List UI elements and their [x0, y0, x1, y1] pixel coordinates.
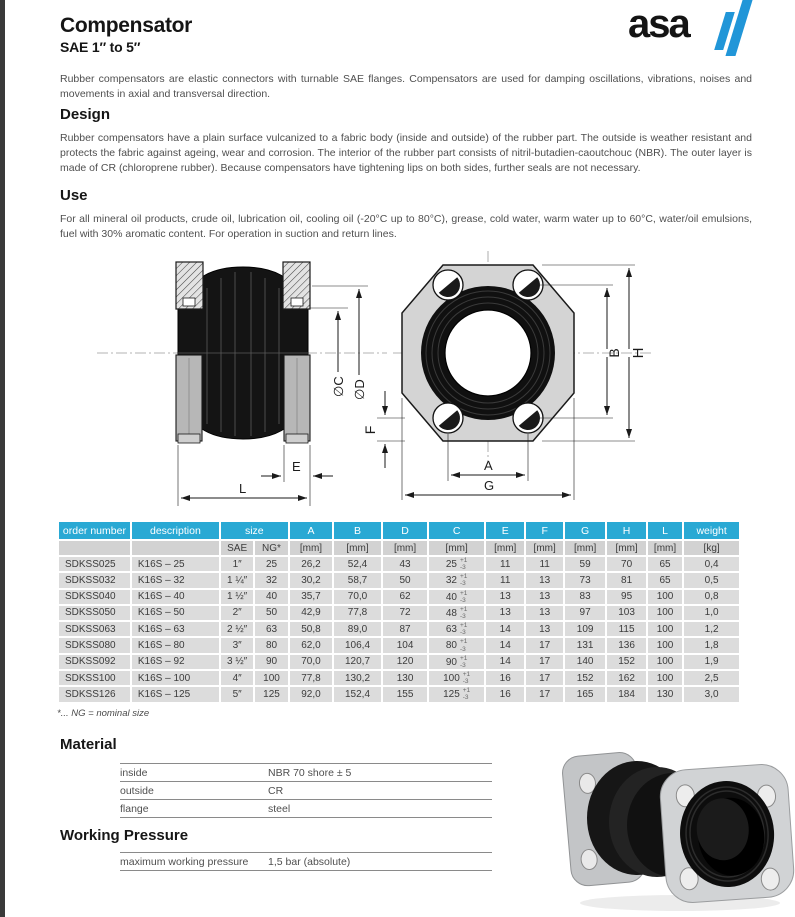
drawing-side-view — [97, 262, 387, 506]
unit-header — [132, 541, 219, 555]
table-cell: 97 — [565, 606, 605, 620]
column-header: weight — [684, 522, 739, 539]
table-cell: 40 +1 -3 — [429, 590, 484, 604]
table-cell: 90 — [255, 655, 287, 669]
table-cell: 14 — [486, 655, 524, 669]
brand-logo — [628, 0, 758, 60]
table-cell: 17 — [526, 687, 562, 701]
table-cell: 13 — [486, 606, 524, 620]
column-header: E — [486, 522, 524, 539]
dim-label-b: B — [606, 348, 622, 358]
unit-header: NG* — [255, 541, 287, 555]
unit-header: [mm] — [565, 541, 605, 555]
drawing-front-view — [362, 251, 652, 500]
column-header: A — [290, 522, 333, 539]
table-cell: K16S – 125 — [132, 687, 219, 701]
table-cell: 65 — [648, 573, 682, 587]
table-cell: 131 — [565, 638, 605, 652]
table-cell: 30,2 — [290, 573, 333, 587]
table-row — [59, 622, 739, 636]
table-cell: 77,8 — [290, 671, 333, 685]
material-value: NBR 70 shore ± 5 — [268, 766, 352, 779]
material-label: outside — [120, 784, 154, 797]
table-cell: 1 ¼″ — [221, 573, 253, 587]
table-cell: 43 — [383, 557, 428, 571]
table-cell: 5″ — [221, 687, 253, 701]
table-cell: 17 — [526, 671, 562, 685]
table-cell: 32 +1 -3 — [429, 573, 484, 587]
table-cell: 77,8 — [334, 606, 381, 620]
table-cell: K16S – 40 — [132, 590, 219, 604]
table-cell: 3 ½″ — [221, 655, 253, 669]
table-cell: 140 — [565, 655, 605, 669]
column-header: C — [429, 522, 484, 539]
table-cell: K16S – 25 — [132, 557, 219, 571]
working-pressure-table — [120, 852, 492, 871]
title-block — [60, 14, 192, 55]
unit-header: [mm] — [334, 541, 381, 555]
table-cell: 136 — [607, 638, 645, 652]
dim-label-c: ∅C — [331, 376, 346, 397]
table-cell: 109 — [565, 622, 605, 636]
table-cell: 70 — [607, 557, 645, 571]
material-row — [120, 764, 492, 782]
unit-header: [mm] — [526, 541, 562, 555]
table-cell: SDKSS126 — [59, 687, 130, 701]
table-cell: 42,9 — [290, 606, 333, 620]
design-heading: Design — [60, 106, 111, 123]
column-header: D — [383, 522, 428, 539]
table-cell: 2″ — [221, 606, 253, 620]
working-pressure-value: 1,5 bar (absolute) — [268, 855, 351, 868]
column-header: G — [565, 522, 605, 539]
table-cell: 13 — [526, 622, 562, 636]
table-cell: 13 — [526, 606, 562, 620]
table-cell: 1,2 — [684, 622, 739, 636]
table-cell: 32 — [255, 573, 287, 587]
table-cell: 100 — [648, 671, 682, 685]
unit-header: [mm] — [429, 541, 484, 555]
table-cell: 162 — [607, 671, 645, 685]
table-cell: 165 — [565, 687, 605, 701]
table-cell: 59 — [565, 557, 605, 571]
table-cell: 25 +1 -3 — [429, 557, 484, 571]
column-header: order number — [59, 522, 130, 539]
table-cell: 100 — [648, 622, 682, 636]
table-cell: 70,0 — [290, 655, 333, 669]
table-body — [59, 557, 739, 702]
table-cell: 80 — [255, 638, 287, 652]
dim-label-h: H — [630, 347, 647, 359]
product-photo — [545, 738, 795, 916]
table-cell: K16S – 80 — [132, 638, 219, 652]
table-cell: 11 — [526, 557, 562, 571]
unit-header: SAE — [221, 541, 253, 555]
table-cell: 120,7 — [334, 655, 381, 669]
table-cell: 83 — [565, 590, 605, 604]
material-value: CR — [268, 784, 284, 797]
table-cell: 89,0 — [334, 622, 381, 636]
dim-label-f: F — [362, 425, 378, 435]
table-cell: 152 — [607, 655, 645, 669]
technical-drawing — [55, 248, 675, 516]
dim-label-d: ∅D — [352, 379, 367, 400]
material-table — [120, 763, 492, 818]
table-cell: 70,0 — [334, 590, 381, 604]
working-pressure-heading: Working Pressure — [60, 827, 189, 844]
table-cell: 1,0 — [684, 606, 739, 620]
photo-front-flange — [659, 763, 795, 905]
table-cell: SDKSS080 — [59, 638, 130, 652]
unit-header: [mm] — [383, 541, 428, 555]
column-header: description — [132, 522, 219, 539]
intro-text: Rubber compensators are elastic connectors with turnable SAE flanges. Compensators are used for damping oscillations, vibrations, noises and movements in axial and transversal direction. — [60, 73, 752, 100]
table-cell: 3,0 — [684, 687, 739, 701]
spec-table — [57, 520, 741, 704]
table-cell: 80 +1 -3 — [429, 638, 484, 652]
table-cell: K16S – 32 — [132, 573, 219, 587]
table-row — [59, 671, 739, 685]
table-cell: SDKSS063 — [59, 622, 130, 636]
dim-label-a: A — [484, 458, 493, 473]
table-cell: 103 — [607, 606, 645, 620]
table-cell: 26,2 — [290, 557, 333, 571]
table-cell: K16S – 50 — [132, 606, 219, 620]
table-cell: SDKSS092 — [59, 655, 130, 669]
table-cell: 155 — [383, 687, 428, 701]
table-cell: SDKSS100 — [59, 671, 130, 685]
table-cell: 104 — [383, 638, 428, 652]
table-row — [59, 573, 739, 587]
material-label: flange — [120, 802, 149, 815]
table-header-row — [59, 522, 739, 539]
column-header: size — [221, 522, 288, 539]
table-cell: 73 — [565, 573, 605, 587]
table-row — [59, 687, 739, 701]
table-units-row — [59, 541, 739, 555]
table-cell: 1,8 — [684, 638, 739, 652]
table-cell: 152 — [565, 671, 605, 685]
working-pressure-label: maximum working pressure — [120, 855, 249, 868]
table-cell: 11 — [486, 557, 524, 571]
table-cell: K16S – 100 — [132, 671, 219, 685]
use-text: For all mineral oil products, crude oil, lubrication oil, cooling oil (-20°C up to 80°C), grease, cold water, warm water up to 60°C, water/oil emulsions, fuel with 30% aromatic content. For operation in suction and return lines. — [60, 213, 752, 240]
material-row — [120, 782, 492, 800]
table-cell: 100 — [648, 606, 682, 620]
table-cell: 63 +1 -3 — [429, 622, 484, 636]
unit-header: [mm] — [290, 541, 333, 555]
table-cell: 50,8 — [290, 622, 333, 636]
table-cell: 90 +1 -3 — [429, 655, 484, 669]
table-cell: 35,7 — [290, 590, 333, 604]
table-cell: 125 — [255, 687, 287, 701]
table-cell: 58,7 — [334, 573, 381, 587]
table-cell: 65 — [648, 557, 682, 571]
column-header: H — [607, 522, 645, 539]
table-cell: 17 — [526, 638, 562, 652]
table-cell: 87 — [383, 622, 428, 636]
table-cell: 50 — [383, 573, 428, 587]
page-subtitle: SAE 1″ to 5″ — [60, 39, 141, 55]
table-cell: 125 +1 -3 — [429, 687, 484, 701]
unit-header: [mm] — [648, 541, 682, 555]
table-cell: 72 — [383, 606, 428, 620]
table-cell: K16S – 63 — [132, 622, 219, 636]
table-cell: SDKSS025 — [59, 557, 130, 571]
working-pressure-row — [120, 853, 492, 871]
table-cell: 40 — [255, 590, 287, 604]
use-heading: Use — [60, 187, 88, 204]
table-cell: 1″ — [221, 557, 253, 571]
table-cell: 106,4 — [334, 638, 381, 652]
dim-label-g: G — [484, 478, 495, 493]
table-cell: 120 — [383, 655, 428, 669]
table-cell: 11 — [486, 573, 524, 587]
table-cell: 1,9 — [684, 655, 739, 669]
table-cell: 152,4 — [334, 687, 381, 701]
table-cell: 100 +1 -3 — [429, 671, 484, 685]
column-header: F — [526, 522, 562, 539]
table-row — [59, 590, 739, 604]
table-cell: 62 — [383, 590, 428, 604]
table-footnote: *... NG = nominal size — [57, 708, 150, 719]
table-cell: 0,5 — [684, 573, 739, 587]
unit-header: [kg] — [684, 541, 739, 555]
table-cell: 16 — [486, 671, 524, 685]
logo-text: asa — [628, 2, 689, 46]
table-row — [59, 638, 739, 652]
table-cell: 14 — [486, 622, 524, 636]
unit-header: [mm] — [486, 541, 524, 555]
page-title: Compensator — [60, 14, 193, 37]
table-cell: 14 — [486, 638, 524, 652]
material-value: steel — [268, 802, 291, 815]
unit-header — [59, 541, 130, 555]
table-cell: 13 — [526, 590, 562, 604]
column-header: L — [648, 522, 682, 539]
table-cell: SDKSS050 — [59, 606, 130, 620]
table-cell: 63 — [255, 622, 287, 636]
column-header: B — [334, 522, 381, 539]
table-cell: 16 — [486, 687, 524, 701]
table-row — [59, 606, 739, 620]
table-cell: 100 — [648, 590, 682, 604]
table-row — [59, 557, 739, 571]
table-cell: 184 — [607, 687, 645, 701]
table-cell: 17 — [526, 655, 562, 669]
table-cell: 130 — [648, 687, 682, 701]
table-cell: 130,2 — [334, 671, 381, 685]
table-cell: 3″ — [221, 638, 253, 652]
table-cell: 100 — [648, 655, 682, 669]
design-text: Rubber compensators have a plain surface vulcanized to a fabric body (inside and outside) of the rubber part. The outside is weather resistant and protects the fabric against ageing, wear and corrosion. The interior of the rubber part consists of nitril-butadien-caoutchouc (NBR). The outer layer is made of CR (chloroprene rubber). Because compensators have tightening lips on both sides, further seals are not necessary. — [60, 132, 752, 174]
unit-header: [mm] — [607, 541, 645, 555]
page-edge-band — [0, 0, 5, 917]
table-cell: 100 — [255, 671, 287, 685]
table-cell: SDKSS040 — [59, 590, 130, 604]
dim-label-l: L — [239, 481, 247, 496]
dim-label-e: E — [292, 459, 301, 474]
table-cell: 50 — [255, 606, 287, 620]
table-cell: 0,4 — [684, 557, 739, 571]
material-heading: Material — [60, 736, 117, 753]
table-cell: 62,0 — [290, 638, 333, 652]
table-cell: 100 — [648, 638, 682, 652]
table-cell: 2,5 — [684, 671, 739, 685]
table-cell: 48 +1 -3 — [429, 606, 484, 620]
table-cell: 25 — [255, 557, 287, 571]
table-cell: 1 ½″ — [221, 590, 253, 604]
table-cell: 130 — [383, 671, 428, 685]
table-cell: 92,0 — [290, 687, 333, 701]
table-cell: 95 — [607, 590, 645, 604]
table-cell: SDKSS032 — [59, 573, 130, 587]
table-cell: 0,8 — [684, 590, 739, 604]
table-cell: 52,4 — [334, 557, 381, 571]
table-cell: 13 — [526, 573, 562, 587]
table-cell: 4″ — [221, 671, 253, 685]
table-cell: 81 — [607, 573, 645, 587]
table-row — [59, 655, 739, 669]
table-cell: 13 — [486, 590, 524, 604]
table-cell: K16S – 92 — [132, 655, 219, 669]
material-row — [120, 800, 492, 818]
table-cell: 115 — [607, 622, 645, 636]
material-label: inside — [120, 766, 148, 779]
table-cell: 2 ½″ — [221, 622, 253, 636]
